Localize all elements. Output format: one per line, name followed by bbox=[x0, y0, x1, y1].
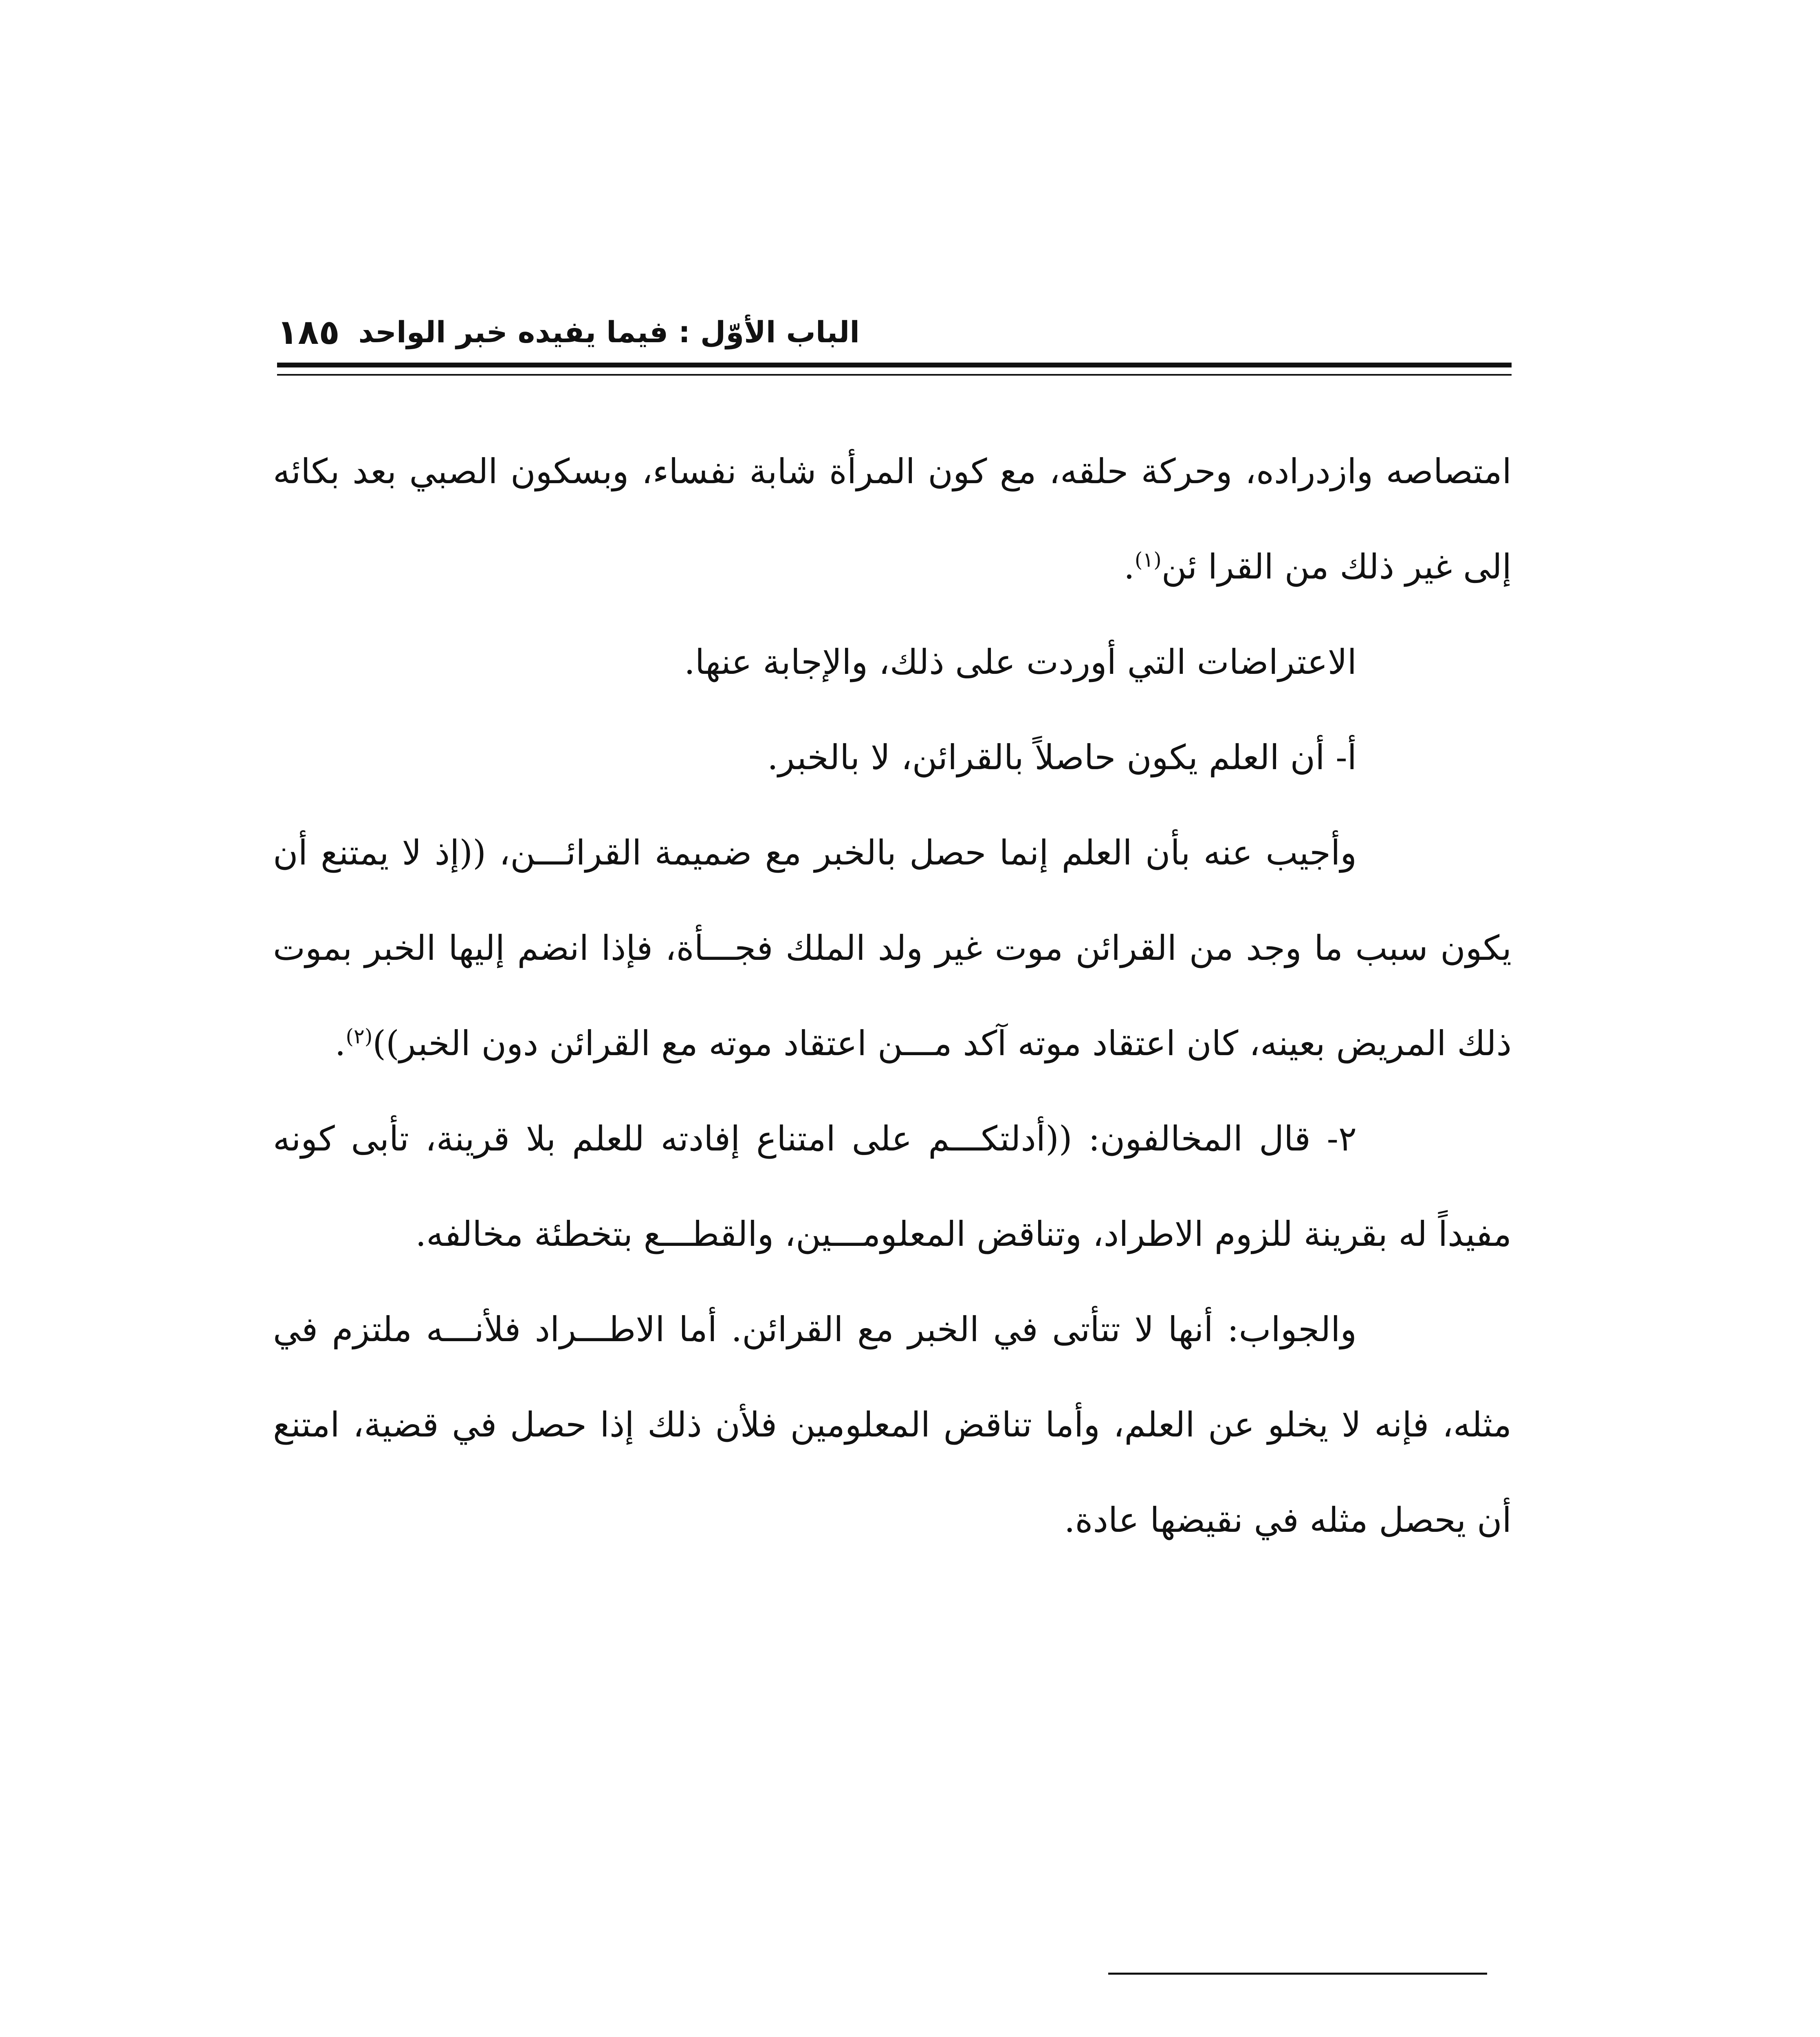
paragraph-answer bbox=[273, 805, 1512, 1091]
footnotes bbox=[273, 2021, 1512, 2037]
objection-item: أ- أن العلم يكون حاصلاً بالقرائن، لا بالخبر. bbox=[767, 737, 1357, 777]
page-header bbox=[277, 310, 1512, 359]
page-number: ١٨٥ bbox=[277, 312, 340, 352]
main-text bbox=[273, 424, 1512, 1568]
footnote-reference: (٢) bbox=[346, 1025, 373, 1048]
paragraph-text: امتصاصه وازدراده، وحركة حلقه، مع كون المرأة شابة نفساء، وبسكون الصبي بعد بكائه إلى غير ذلك من القرا ئن bbox=[273, 451, 1512, 587]
objection-item: ٢- قال المخالفون: ((أدلتكـــم على امتناع إفادته للعلم بلا قرينة، تأبى كونه مفيداً له بقرينة للزوم الاطراد، وتناقض المعلومـــين، والقطـــع بتخطئة مخالفه. bbox=[273, 1119, 1512, 1254]
paragraph-continuation bbox=[273, 424, 1512, 614]
paragraph-reply: والجواب: أنها لا تتأتى في الخبر مع القرائن. أما الاطـــراد فلأنـــه ملتزم في مثله، فإنه لا يخلو عن العلم، وأما تناقض المعلومين فلأن ذلك إذا حصل في قضية، امتنع أن يحصل مثله في نقيضها عادة. bbox=[273, 1309, 1512, 1540]
running-title: الباب الأوّل : فيما يفيده خبر الواحد bbox=[358, 315, 860, 349]
header-rule-thick bbox=[277, 363, 1512, 367]
paragraph-text: وأجيب عنه بأن العلم إنما حصل بالخبر مع ضميمة القرائـــن، ((إذ لا يمتنع أن يكون سبب ما وجد من القرائن موت غير ولد الملك فجـــأة، فإذا انضم إليها الخبر بموت ذلك المريض بعينه، كان اعتقاد موته آكد مـــن اعتقاد موته مع القرائن دون الخبر)) bbox=[273, 833, 1512, 1063]
footnote-reference: (١) bbox=[1134, 548, 1162, 572]
footnote-item bbox=[273, 2021, 1512, 2037]
footnote-separator bbox=[1108, 1973, 1487, 1975]
paragraph-end: . bbox=[335, 1023, 346, 1063]
section-heading: الاعتراضات التي أوردت على ذلك، والإجابة عنها. bbox=[684, 642, 1357, 682]
paragraph-end: . bbox=[1124, 547, 1135, 587]
header-rule-thin bbox=[277, 374, 1512, 376]
